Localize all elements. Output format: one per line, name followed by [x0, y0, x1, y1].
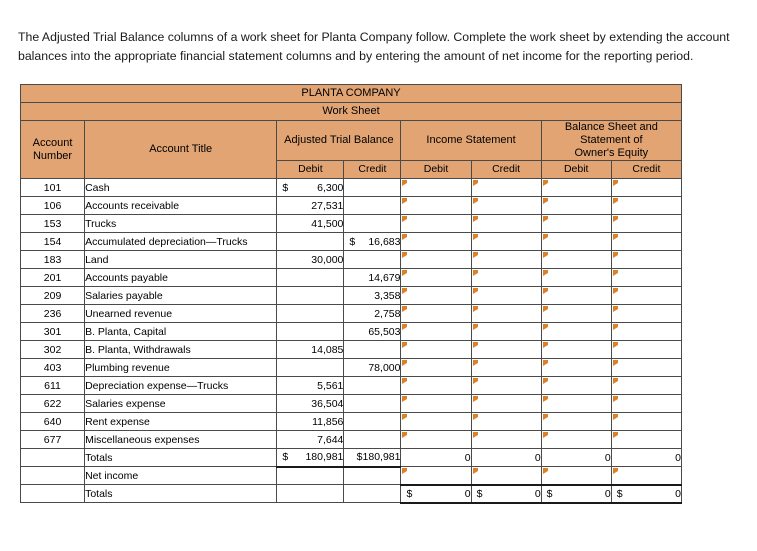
cell-marker-icon — [613, 234, 618, 240]
work-sheet-table — [20, 84, 682, 504]
header-row-company — [21, 85, 682, 103]
atb-debit-value — [277, 323, 344, 341]
account-title: Trucks — [85, 215, 277, 233]
cell-marker-icon — [613, 432, 618, 438]
cell-marker-icon — [543, 324, 548, 330]
cell-marker-icon — [543, 432, 548, 438]
cell-marker-icon — [473, 288, 478, 294]
atb-credit-value-currency-symbol: $ — [349, 235, 356, 248]
is-credit-input[interactable] — [471, 413, 541, 431]
col-header-atb-debit: Debit — [277, 161, 344, 179]
is-debit-input[interactable] — [401, 377, 471, 395]
table-row — [21, 413, 682, 431]
cell-marker-icon — [543, 234, 548, 240]
atb-debit-value — [277, 305, 344, 323]
col-group-adjusted-trial-balance: Adjusted Trial Balance — [277, 121, 401, 161]
final-totals-is-credit: $ 0 — [471, 485, 541, 503]
cell-marker-icon — [473, 324, 478, 330]
cell-marker-icon — [543, 180, 548, 186]
bs-credit-input[interactable] — [611, 431, 681, 449]
totals-is-debit: 0 — [401, 449, 471, 467]
bs-debit-input[interactable] — [541, 179, 611, 197]
totals-atb-debit-currency-symbol: $ — [282, 451, 289, 464]
bs-credit-input[interactable] — [611, 305, 681, 323]
cell-marker-icon — [543, 360, 548, 366]
bs-debit-input[interactable] — [541, 341, 611, 359]
atb-credit-value — [344, 377, 401, 395]
is-credit-input[interactable] — [471, 359, 541, 377]
totals-atb-credit: $180,981 — [344, 449, 401, 467]
atb-debit-value — [277, 359, 344, 377]
table-row — [21, 215, 682, 233]
header-row-groups — [21, 121, 682, 161]
cell-marker-icon — [613, 396, 618, 402]
totals-is-credit: 0 — [471, 449, 541, 467]
final-totals-row — [21, 485, 682, 503]
final-totals-atb-debit-blank — [277, 485, 344, 503]
is-debit-input[interactable] — [401, 323, 471, 341]
atb-credit-value: 2,758 — [344, 305, 401, 323]
final-totals-bs-credit-currency-symbol: $ — [616, 487, 623, 500]
bs-credit-input[interactable] — [611, 215, 681, 233]
cell-marker-icon — [613, 252, 618, 258]
atb-debit-value — [277, 287, 344, 305]
bs-debit-input[interactable] — [541, 413, 611, 431]
cell-marker-icon — [402, 324, 407, 330]
account-title: Depreciation expense—Trucks — [85, 377, 277, 395]
totals-bs-credit: 0 — [611, 449, 681, 467]
bs-debit-input[interactable] — [541, 395, 611, 413]
account-title: Accumulated depreciation—Trucks — [85, 233, 277, 251]
bs-credit-input[interactable] — [611, 251, 681, 269]
bs-credit-input[interactable] — [611, 359, 681, 377]
is-debit-input[interactable] — [401, 341, 471, 359]
cell-marker-icon — [543, 306, 548, 312]
totals-atb-debit: $ 180,981 — [277, 449, 344, 467]
col-header-is-debit: Debit — [401, 161, 471, 179]
is-credit-input[interactable] — [471, 377, 541, 395]
account-title: Rent expense — [85, 413, 277, 431]
cell-marker-icon — [402, 198, 407, 204]
cell-marker-icon — [402, 432, 407, 438]
cell-marker-icon — [402, 216, 407, 222]
cell-marker-icon — [402, 360, 407, 366]
balance-sheet-line3: Owner's Equity — [574, 147, 649, 159]
atb-credit-value: 3,358 — [344, 287, 401, 305]
cell-marker-icon — [402, 234, 407, 240]
is-credit-input[interactable] — [471, 179, 541, 197]
atb-debit-value: 11,856 — [277, 413, 344, 431]
cell-marker-icon — [543, 216, 548, 222]
cell-marker-icon — [543, 288, 548, 294]
account-number: 622 — [21, 395, 85, 413]
is-debit-input[interactable] — [401, 431, 471, 449]
net-income-bs-debit-input[interactable] — [541, 467, 611, 485]
account-number: 611 — [21, 377, 85, 395]
balance-sheet-line1: Balance Sheet and — [564, 121, 658, 133]
account-title: Unearned revenue — [85, 305, 277, 323]
cell-marker-icon — [473, 252, 478, 258]
table-row — [21, 197, 682, 215]
cell-marker-icon — [402, 396, 407, 402]
is-debit-input[interactable] — [401, 359, 471, 377]
cell-marker-icon — [402, 378, 407, 384]
atb-debit-value-currency-symbol: $ — [282, 181, 289, 194]
atb-credit-value — [344, 179, 401, 197]
account-number — [21, 485, 85, 503]
bs-debit-input[interactable] — [541, 197, 611, 215]
account-title: Plumbing revenue — [85, 359, 277, 377]
cell-marker-icon — [613, 180, 618, 186]
is-credit-input[interactable] — [471, 269, 541, 287]
account-title: B. Planta, Withdrawals — [85, 341, 277, 359]
table-row — [21, 251, 682, 269]
bs-credit-input[interactable] — [611, 341, 681, 359]
final-totals-is-debit: $ 0 — [401, 485, 471, 503]
cell-marker-icon — [402, 288, 407, 294]
cell-marker-icon — [473, 234, 478, 240]
is-credit-input[interactable] — [471, 431, 541, 449]
cell-marker-icon — [543, 252, 548, 258]
final-totals-bs-credit: $ 0 — [611, 485, 681, 503]
table-row — [21, 341, 682, 359]
table-row — [21, 287, 682, 305]
cell-marker-icon — [613, 342, 618, 348]
table-row — [21, 377, 682, 395]
atb-debit-value: 27,531 — [277, 197, 344, 215]
atb-credit-value — [344, 251, 401, 269]
is-debit-input[interactable] — [401, 197, 471, 215]
company-name: PLANTA COMPANY — [21, 85, 682, 103]
account-number: 106 — [21, 197, 85, 215]
is-credit-input[interactable] — [471, 323, 541, 341]
cell-marker-icon — [473, 180, 478, 186]
bs-credit-input[interactable] — [611, 179, 681, 197]
bs-credit-input[interactable] — [611, 287, 681, 305]
balance-sheet-line2: Statement of — [580, 134, 643, 146]
atb-debit-value: 7,644 — [277, 431, 344, 449]
net-income-is-debit-input[interactable] — [401, 467, 471, 485]
cell-marker-icon — [473, 360, 478, 366]
bs-credit-input[interactable] — [611, 233, 681, 251]
cell-marker-icon — [613, 360, 618, 366]
is-debit-input[interactable] — [401, 215, 471, 233]
net-income-label: Net income — [85, 467, 277, 485]
final-totals-is-credit-currency-symbol: $ — [476, 487, 483, 500]
account-number: 154 — [21, 233, 85, 251]
bs-debit-input[interactable] — [541, 251, 611, 269]
bs-credit-input[interactable] — [611, 377, 681, 395]
account-number: 153 — [21, 215, 85, 233]
cell-marker-icon — [543, 342, 548, 348]
account-title: B. Planta, Capital — [85, 323, 277, 341]
cell-marker-icon — [613, 198, 618, 204]
account-title: Miscellaneous expenses — [85, 431, 277, 449]
account-number: 677 — [21, 431, 85, 449]
account-number — [21, 467, 85, 485]
col-header-bs-debit: Debit — [541, 161, 611, 179]
cell-marker-icon — [543, 414, 548, 420]
account-number: 301 — [21, 323, 85, 341]
cell-marker-icon — [473, 396, 478, 402]
atb-credit-value — [344, 395, 401, 413]
totals-row — [21, 449, 682, 467]
bs-debit-input[interactable] — [541, 269, 611, 287]
atb-credit-value — [344, 215, 401, 233]
bs-debit-input[interactable] — [541, 359, 611, 377]
account-title: Cash — [85, 179, 277, 197]
is-credit-input[interactable] — [471, 305, 541, 323]
is-debit-input[interactable] — [401, 305, 471, 323]
atb-debit-value — [277, 269, 344, 287]
account-title: Land — [85, 251, 277, 269]
final-totals-label: Totals — [85, 485, 277, 503]
cell-marker-icon — [402, 414, 407, 420]
atb-debit-value: $ 6,300 — [277, 179, 344, 197]
table-row — [21, 269, 682, 287]
col-header-account-number — [21, 121, 85, 179]
bs-credit-input[interactable] — [611, 197, 681, 215]
account-title: Accounts receivable — [85, 197, 277, 215]
col-header-bs-credit: Credit — [611, 161, 681, 179]
cell-marker-icon — [543, 468, 548, 474]
atb-debit-value: 36,504 — [277, 395, 344, 413]
cell-marker-icon — [473, 468, 478, 474]
bs-debit-input[interactable] — [541, 305, 611, 323]
is-debit-input[interactable] — [401, 413, 471, 431]
cell-marker-icon — [473, 216, 478, 222]
account-number — [21, 449, 85, 467]
is-debit-input[interactable] — [401, 287, 471, 305]
net-income-row — [21, 467, 682, 485]
cell-marker-icon — [543, 270, 548, 276]
net-income-is-credit-input[interactable] — [471, 467, 541, 485]
is-debit-input[interactable] — [401, 269, 471, 287]
is-credit-input[interactable] — [471, 251, 541, 269]
atb-credit-value: 14,679 — [344, 269, 401, 287]
account-number: 101 — [21, 179, 85, 197]
account-number-line1: Account — [32, 136, 73, 149]
cell-marker-icon — [613, 288, 618, 294]
net-income-atb-debit-blank — [277, 467, 344, 485]
table-row — [21, 305, 682, 323]
cell-marker-icon — [402, 468, 407, 474]
atb-credit-value: 65,503 — [344, 323, 401, 341]
atb-debit-value — [277, 233, 344, 251]
net-income-atb-credit-blank — [344, 467, 401, 485]
atb-credit-value — [344, 341, 401, 359]
atb-credit-value: 78,000 — [344, 359, 401, 377]
table-row — [21, 323, 682, 341]
is-debit-input[interactable] — [401, 233, 471, 251]
worksheet-subtitle: Work Sheet — [21, 103, 682, 121]
cell-marker-icon — [613, 306, 618, 312]
cell-marker-icon — [473, 432, 478, 438]
cell-marker-icon — [473, 270, 478, 276]
cell-marker-icon — [402, 252, 407, 258]
problem-statement: The Adjusted Trial Balance columns of a work sheet for Planta Company follow. Complete the work sheet by extending the account balances into the appropriate financial statement columns and by entering the amount of net income for the reporting period. — [18, 30, 730, 63]
cell-marker-icon — [543, 198, 548, 204]
col-group-balance-sheet — [541, 121, 681, 161]
header-row-subtitle — [21, 103, 682, 121]
cell-marker-icon — [613, 270, 618, 276]
atb-credit-value — [344, 197, 401, 215]
totals-bs-debit: 0 — [541, 449, 611, 467]
final-totals-bs-debit: $ 0 — [541, 485, 611, 503]
cell-marker-icon — [473, 198, 478, 204]
is-credit-input[interactable] — [471, 287, 541, 305]
account-number: 302 — [21, 341, 85, 359]
final-totals-atb-credit-blank — [344, 485, 401, 503]
bs-debit-input[interactable] — [541, 323, 611, 341]
is-debit-input[interactable] — [401, 251, 471, 269]
account-number: 403 — [21, 359, 85, 377]
cell-marker-icon — [402, 270, 407, 276]
is-credit-input[interactable] — [471, 197, 541, 215]
is-credit-input[interactable] — [471, 341, 541, 359]
atb-credit-value — [344, 431, 401, 449]
atb-debit-value: 14,085 — [277, 341, 344, 359]
account-title: Salaries payable — [85, 287, 277, 305]
account-number: 183 — [21, 251, 85, 269]
net-income-bs-credit-input[interactable] — [611, 467, 681, 485]
atb-credit-value: $ 16,683 — [344, 233, 401, 251]
account-title: Salaries expense — [85, 395, 277, 413]
is-credit-input[interactable] — [471, 395, 541, 413]
table-row — [21, 359, 682, 377]
account-number: 209 — [21, 287, 85, 305]
bs-credit-input[interactable] — [611, 269, 681, 287]
table-row — [21, 395, 682, 413]
is-credit-input[interactable] — [471, 233, 541, 251]
col-header-account-title: Account Title — [85, 121, 277, 179]
bs-credit-input[interactable] — [611, 413, 681, 431]
bs-debit-input[interactable] — [541, 233, 611, 251]
account-number: 236 — [21, 305, 85, 323]
atb-debit-value: 30,000 — [277, 251, 344, 269]
table-row — [21, 179, 682, 197]
is-debit-input[interactable] — [401, 395, 471, 413]
table-row — [21, 233, 682, 251]
cell-marker-icon — [402, 342, 407, 348]
cell-marker-icon — [613, 468, 618, 474]
bs-debit-input[interactable] — [541, 215, 611, 233]
bs-credit-input[interactable] — [611, 395, 681, 413]
final-totals-is-debit-currency-symbol: $ — [406, 487, 413, 500]
cell-marker-icon — [613, 378, 618, 384]
final-totals-bs-debit-currency-symbol: $ — [546, 487, 553, 500]
cell-marker-icon — [402, 180, 407, 186]
cell-marker-icon — [402, 306, 407, 312]
cell-marker-icon — [613, 324, 618, 330]
account-number: 640 — [21, 413, 85, 431]
cell-marker-icon — [473, 306, 478, 312]
bs-debit-input[interactable] — [541, 431, 611, 449]
bs-debit-input[interactable] — [541, 287, 611, 305]
cell-marker-icon — [613, 216, 618, 222]
atb-debit-value: 5,561 — [277, 377, 344, 395]
bs-debit-input[interactable] — [541, 377, 611, 395]
account-title: Totals — [85, 449, 277, 467]
account-number-line2: Number — [32, 149, 73, 162]
table-row — [21, 431, 682, 449]
atb-credit-value — [344, 413, 401, 431]
is-debit-input[interactable] — [401, 179, 471, 197]
cell-marker-icon — [473, 342, 478, 348]
cell-marker-icon — [543, 396, 548, 402]
col-group-income-statement: Income Statement — [401, 121, 541, 161]
account-title: Accounts payable — [85, 269, 277, 287]
atb-debit-value: 41,500 — [277, 215, 344, 233]
cell-marker-icon — [543, 378, 548, 384]
col-header-atb-credit: Credit — [344, 161, 401, 179]
bs-credit-input[interactable] — [611, 323, 681, 341]
account-number: 201 — [21, 269, 85, 287]
is-credit-input[interactable] — [471, 215, 541, 233]
cell-marker-icon — [473, 378, 478, 384]
col-header-is-credit: Credit — [471, 161, 541, 179]
cell-marker-icon — [613, 414, 618, 420]
cell-marker-icon — [473, 414, 478, 420]
